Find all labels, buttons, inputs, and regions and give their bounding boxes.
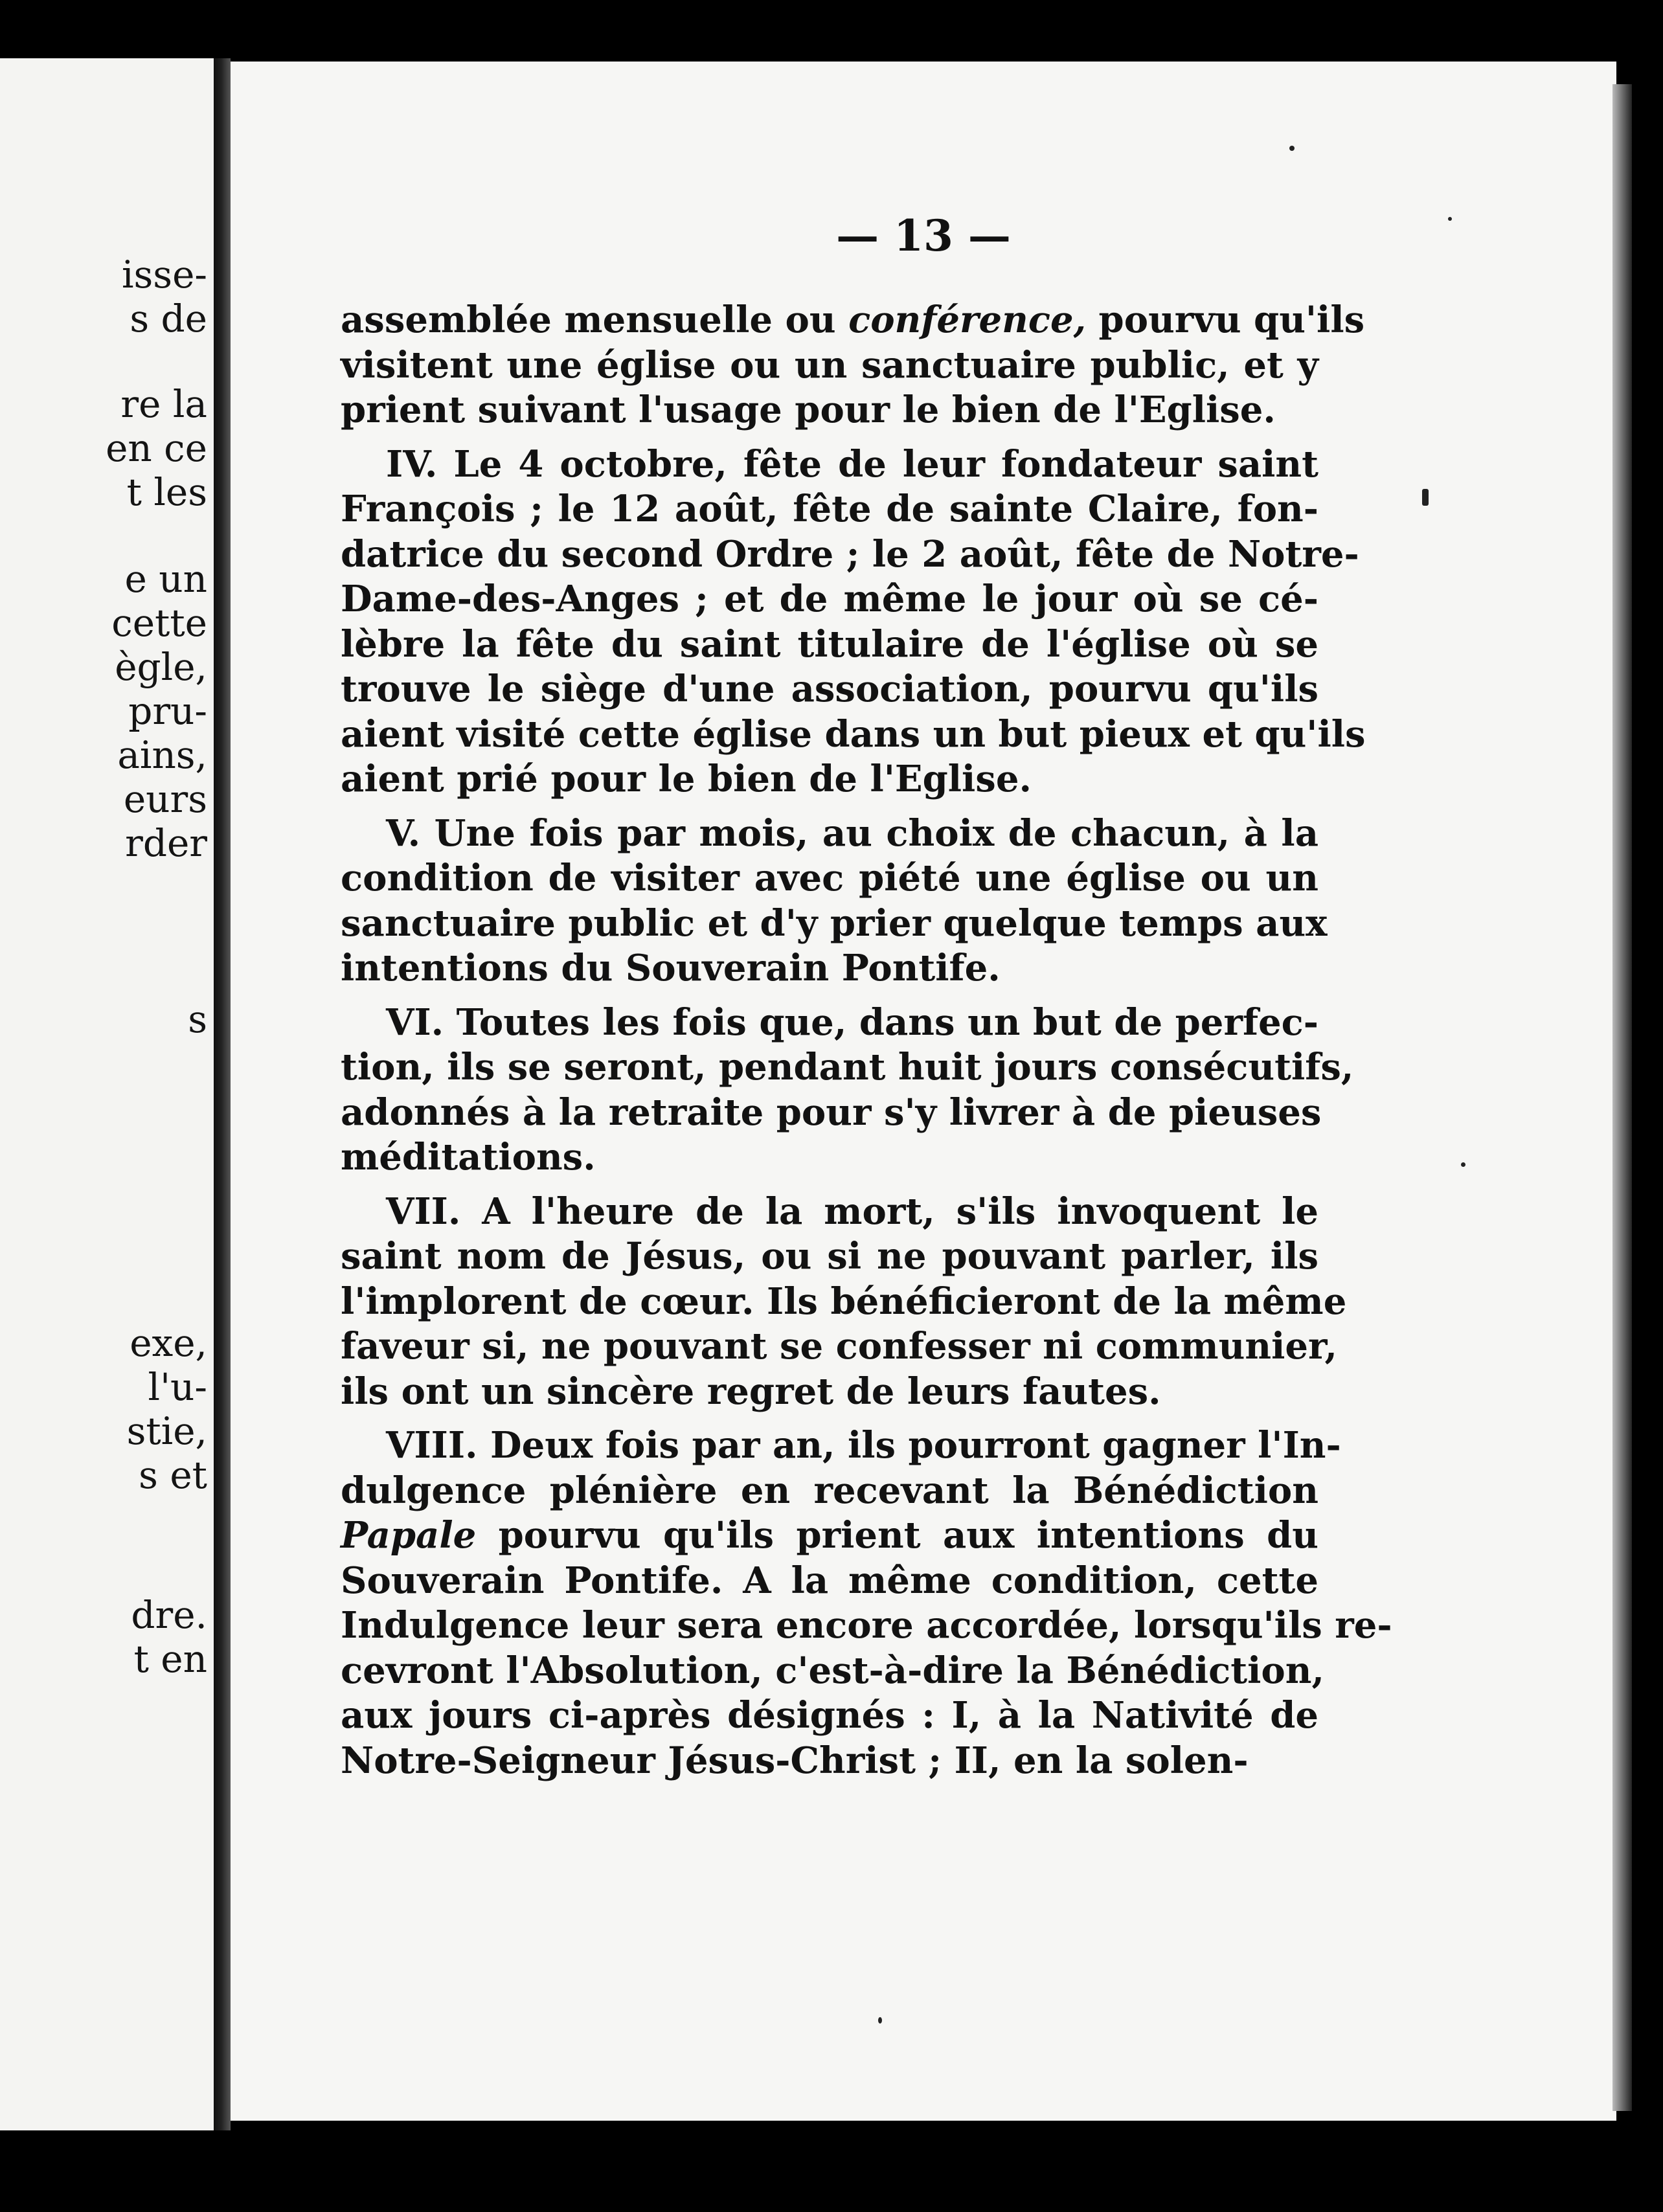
left-page-text-fragment: pru- [128, 689, 207, 733]
left-page-text-fragment: eurs [123, 777, 207, 821]
text-line [341, 1603, 1392, 1649]
text-line [341, 1739, 1318, 1784]
text-run: ils ont un sincère regret de leurs fautes. [341, 1370, 1161, 1413]
text-run: cevront l'Absolution, c'est-à-dire la Bénédiction, [341, 1649, 1324, 1692]
left-page-text-fragment: dre. [131, 1593, 207, 1637]
text-run: Dame-des-Anges ; et de même le jour où se cé- [341, 578, 1318, 620]
text-run: Souverain Pontife. A la même condition, cette [341, 1559, 1318, 1602]
text-run: VI. Toutes les fois que, dans un but de perfec- [386, 1000, 1318, 1044]
text-line [341, 487, 1318, 532]
left-page-text-fragment: t en [133, 1637, 207, 1681]
text-line [341, 1513, 1318, 1559]
text-run: intentions du Souverain Pontife. [341, 947, 1001, 989]
text-line [341, 1135, 1318, 1180]
text-line [341, 1000, 1318, 1046]
text-run: Indulgence leur sera encore accordée, lorsqu'ils re- [341, 1604, 1392, 1647]
text-run: lèbre la fête du saint titulaire de l'église où se [341, 622, 1318, 666]
left-page-text-fragment: exe, [130, 1321, 207, 1365]
print-speck [1461, 1162, 1465, 1167]
text-run: condition de visiter avec piété une église ou un [341, 857, 1318, 899]
text-line [341, 1469, 1318, 1514]
text-run: faveur si, ne pouvant se confesser ni communier, [341, 1325, 1337, 1368]
text-line [341, 343, 1318, 389]
text-line [341, 1090, 1322, 1136]
text-line [341, 442, 1318, 488]
text-run: VIII. Deux fois par an, ils pourront gagner l'In- [386, 1424, 1341, 1467]
print-speck [878, 2017, 882, 2024]
print-speck [1289, 146, 1295, 151]
text-run: trouve le siège d'une association, pourvu qu'ils [341, 668, 1318, 710]
left-page-text-fragment: s de [130, 297, 207, 341]
text-line [341, 1324, 1337, 1370]
page-gutter [214, 58, 231, 2130]
text-run: V. Une fois par mois, au choix de chacun, à la [386, 811, 1318, 855]
text-line [341, 1190, 1318, 1235]
print-speck [1422, 489, 1429, 506]
text-run: assemblée mensuelle ou [341, 299, 849, 341]
text-run: pourvu qu'ils prient aux intentions du [476, 1514, 1318, 1557]
text-run: visitent une église ou un sanctuaire public, et y [341, 343, 1318, 387]
text-run: aux jours ci-après désignés : I, à la Nativité de [341, 1694, 1318, 1737]
left-page-text-fragment: re la [120, 382, 207, 426]
left-page-text-fragment: rder [125, 821, 207, 865]
main-page [231, 62, 1616, 2121]
paragraph-gap [341, 1180, 1318, 1190]
text-run: datrice du second Ordre ; le 2 août, fête de Notre- [341, 532, 1359, 576]
left-page-fragment [0, 58, 214, 2130]
italic-run: conférence, [848, 299, 1087, 341]
right-page-edge [1612, 84, 1632, 2111]
text-run: dulgence plénière en recevant la Bénédiction [341, 1469, 1318, 1512]
text-line [341, 712, 1366, 758]
left-page-text-fragment: s [188, 997, 207, 1041]
text-run: prient suivant l'usage pour le bien de l'Eglise. [341, 389, 1276, 431]
left-page-text-fragment: ègle, [115, 645, 207, 689]
body-text [341, 298, 1392, 1783]
text-line [341, 811, 1318, 857]
left-page-text-fragment: s et [139, 1453, 207, 1497]
left-page-text-fragment: l'u- [148, 1365, 207, 1409]
text-run: IV. Le 4 octobre, fête de leur fondateur saint [386, 442, 1318, 486]
text-line [341, 1370, 1318, 1415]
text-run: Notre-Seigneur Jésus-Christ ; II, en la solen- [341, 1739, 1249, 1782]
text-run: VII. A l'heure de la mort, s'ils invoquent le [386, 1190, 1318, 1233]
text-line [341, 856, 1318, 901]
text-line [341, 532, 1359, 578]
text-line [341, 946, 1318, 991]
text-line [341, 1045, 1354, 1090]
left-page-text-fragment: cette [111, 601, 207, 645]
paragraph-gap [341, 1414, 1318, 1423]
page-number: — 13 — [836, 210, 1011, 261]
left-page-text-fragment: en ce [106, 426, 207, 470]
text-line [341, 388, 1318, 433]
text-line [341, 298, 1365, 343]
text-line [341, 667, 1318, 712]
paragraph-gap [341, 991, 1318, 1000]
text-run: l'implorent de cœur. Ils bénéficieront de la même [341, 1280, 1347, 1323]
paragraph-gap [341, 802, 1318, 811]
text-line [341, 757, 1318, 802]
text-run: saint nom de Jésus, ou si ne pouvant parler, ils [341, 1235, 1318, 1278]
text-run: François ; le 12 août, fête de sainte Claire, fon- [341, 488, 1318, 530]
text-line [341, 1649, 1324, 1694]
text-run: tion, ils se seront, pendant huit jours consécutifs, [341, 1046, 1354, 1089]
text-run: pourvu qu'ils [1086, 299, 1365, 341]
print-speck [1448, 217, 1452, 221]
text-run: méditations. [341, 1136, 596, 1179]
text-line [341, 901, 1328, 947]
paragraph-gap [341, 433, 1318, 442]
text-run: aient visité cette église dans un but pieux et qu'ils [341, 712, 1366, 756]
text-line [341, 1423, 1341, 1469]
text-run: sanctuaire public et d'y prier quelque temps aux [341, 901, 1328, 945]
left-page-text-fragment: ains, [117, 733, 207, 777]
left-page-text-fragment: t les [126, 470, 207, 514]
left-page-text-fragment: stie, [126, 1409, 207, 1453]
text-line [341, 1234, 1318, 1280]
left-page-text-fragment: isse- [121, 253, 207, 297]
text-line [341, 1559, 1318, 1604]
text-run: aient prié pour le bien de l'Eglise. [341, 758, 1032, 800]
text-line [341, 577, 1318, 622]
text-line [341, 622, 1318, 668]
text-run: adonnés à la retraite pour s'y livrer à de pieuses [341, 1090, 1322, 1134]
left-page-text-fragment: e un [124, 557, 207, 601]
text-line [341, 1693, 1318, 1739]
italic-run: Papale [341, 1514, 477, 1557]
text-line [341, 1280, 1347, 1325]
